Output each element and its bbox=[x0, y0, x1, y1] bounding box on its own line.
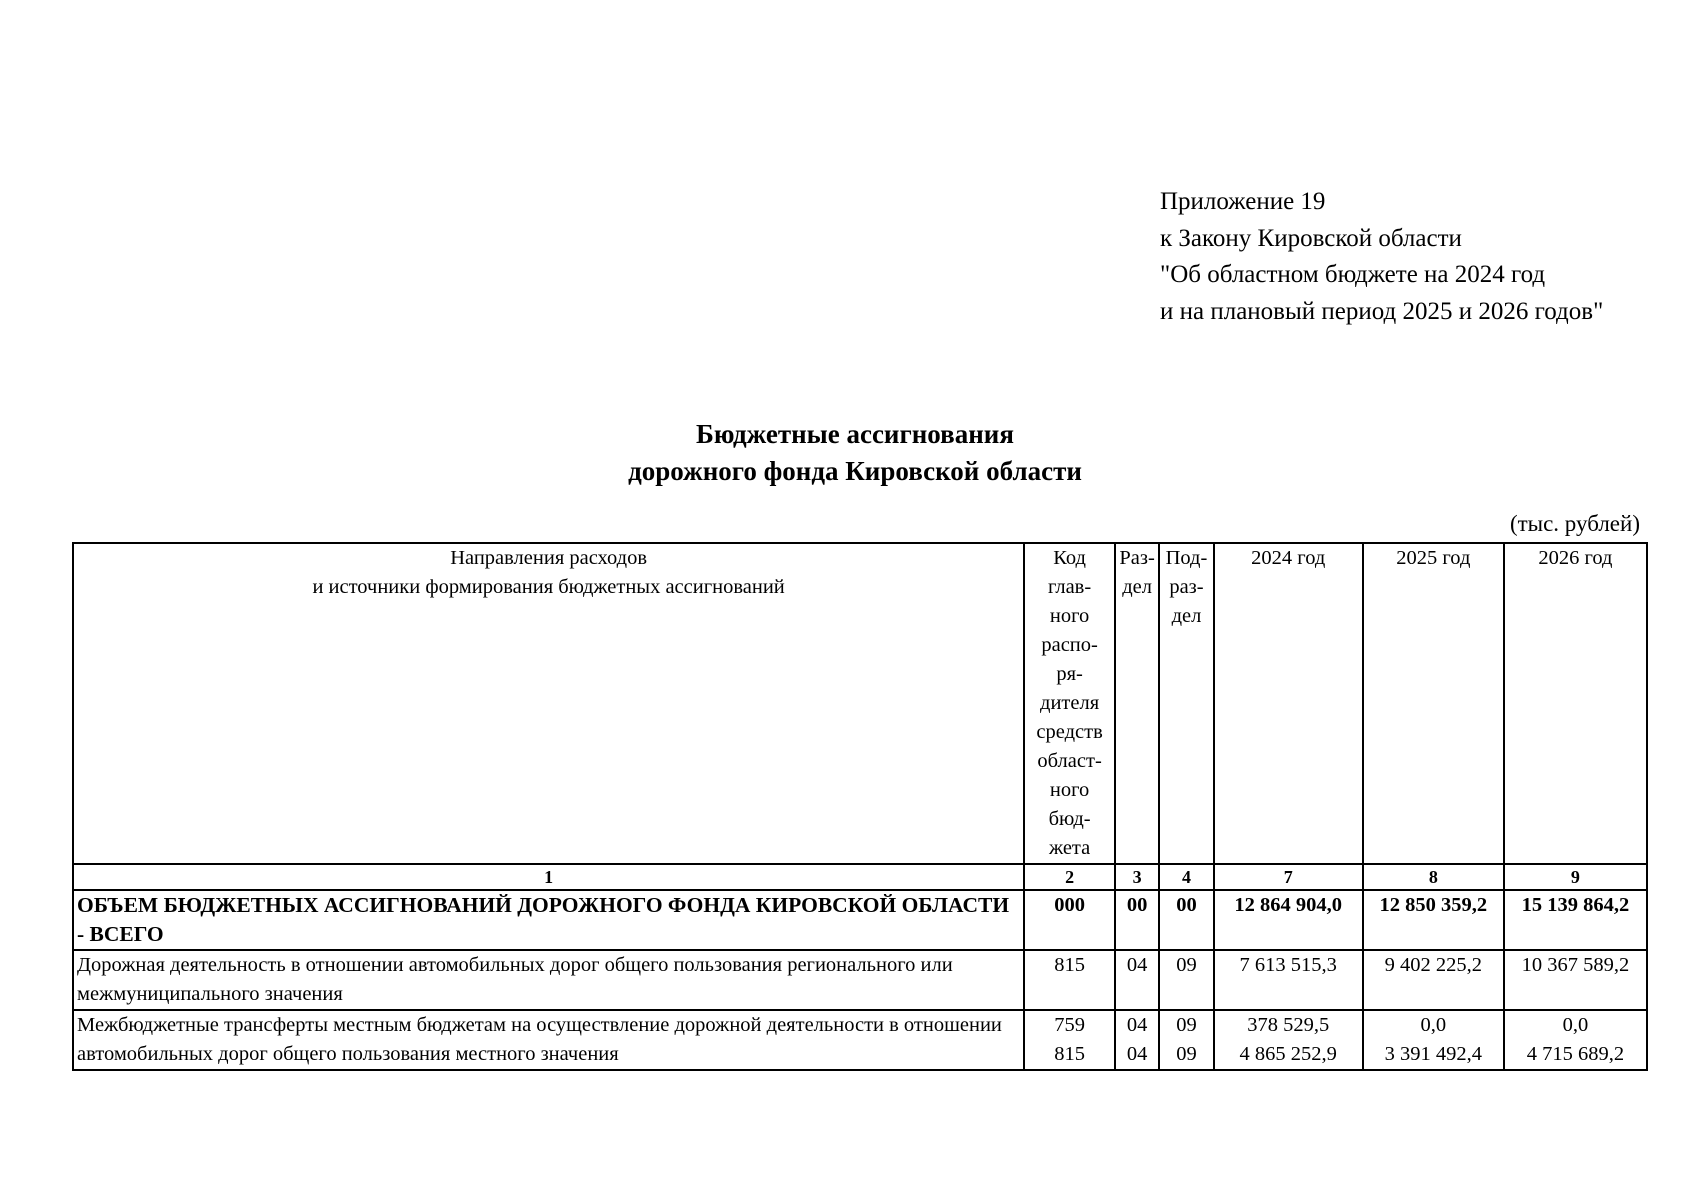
column-number: 1 bbox=[73, 864, 1024, 890]
header-direction bbox=[73, 543, 1024, 864]
row-section-cell bbox=[1115, 1010, 1159, 1070]
header-year-2026: 2026 год bbox=[1504, 543, 1647, 864]
row-amount-2024: 4 865 252,9 bbox=[1239, 1043, 1337, 1065]
header-section bbox=[1115, 543, 1159, 864]
header-code-line: Код bbox=[1053, 547, 1086, 569]
column-number: 4 bbox=[1159, 864, 1213, 890]
row-amount-2026-cell bbox=[1504, 1010, 1647, 1070]
row-code: 815 bbox=[1054, 1043, 1085, 1065]
column-number: 3 bbox=[1115, 864, 1159, 890]
header-section-line: Раз- bbox=[1119, 547, 1155, 569]
appendix-block bbox=[1160, 184, 1603, 330]
header-year-2024: 2024 год bbox=[1214, 543, 1363, 864]
header-code bbox=[1024, 543, 1115, 864]
row-amount-2024: 378 529,5 bbox=[1247, 1014, 1330, 1036]
header-code-line: средств bbox=[1036, 721, 1103, 743]
row-section: 04 bbox=[1115, 950, 1159, 1010]
header-code-line: ного bbox=[1049, 779, 1090, 801]
header-direction-line: и источники формирования бюджетных ассигнований bbox=[312, 576, 785, 598]
row-amount-2026: 4 715 689,2 bbox=[1526, 1043, 1625, 1065]
header-code-line: дителя bbox=[1040, 692, 1100, 714]
row-amount-2025: 9 402 225,2 bbox=[1363, 950, 1504, 1010]
header-code-line: бюд- bbox=[1048, 808, 1091, 830]
appendix-line: "Об областном бюджете на 2024 год bbox=[1160, 261, 1546, 288]
row-subsection: 09 bbox=[1176, 1043, 1197, 1065]
table-row bbox=[73, 950, 1647, 1010]
column-number: 9 bbox=[1504, 864, 1647, 890]
document-title bbox=[0, 416, 1694, 490]
row-code-cell bbox=[1024, 1010, 1115, 1070]
row-subsection: 09 bbox=[1159, 950, 1213, 1010]
header-code-line: ного bbox=[1049, 605, 1090, 627]
row-subsection: 00 bbox=[1159, 890, 1213, 950]
appendix-line: к Закону Кировской области bbox=[1160, 224, 1462, 252]
table-row bbox=[73, 1010, 1647, 1070]
row-subsection: 09 bbox=[1176, 1014, 1197, 1036]
header-subsection bbox=[1159, 543, 1213, 864]
header-subsection-line: раз- bbox=[1169, 576, 1204, 598]
header-section-line: дел bbox=[1122, 576, 1152, 598]
header-code-line: глав- bbox=[1047, 576, 1092, 598]
row-section: 04 bbox=[1126, 1014, 1148, 1036]
row-section: 00 bbox=[1115, 890, 1159, 950]
row-amount-2025: 3 391 492,4 bbox=[1384, 1043, 1483, 1065]
title-line-2: дорожного фонда Кировской области bbox=[628, 456, 1082, 486]
row-amount-2026: 10 367 589,2 bbox=[1504, 950, 1647, 1010]
budget-table bbox=[72, 542, 1648, 1071]
table-header-row bbox=[73, 543, 1647, 864]
row-name: ОБЪЕМ БЮДЖЕТНЫХ АССИГНОВАНИЙ ДОРОЖНОГО ФОНДА КИРОВСКОЙ ОБЛАСТИ - ВСЕГО bbox=[73, 890, 1024, 950]
title-line-1: Бюджетные ассигнования bbox=[696, 419, 1014, 449]
row-amount-2026: 0,0 bbox=[1562, 1014, 1589, 1036]
table-row-total bbox=[73, 890, 1647, 950]
header-code-line: жета bbox=[1048, 837, 1091, 859]
row-amount-2024-cell bbox=[1214, 1010, 1363, 1070]
row-subsection-cell bbox=[1159, 1010, 1213, 1070]
header-direction-line: Направления расходов bbox=[450, 547, 648, 569]
column-number: 8 bbox=[1363, 864, 1504, 890]
row-section: 04 bbox=[1126, 1043, 1148, 1065]
header-code-line: област- bbox=[1037, 750, 1102, 772]
row-code: 000 bbox=[1024, 890, 1115, 950]
row-amount-2024: 7 613 515,3 bbox=[1214, 950, 1363, 1010]
row-name: Дорожная деятельность в отношении автомобильных дорог общего пользования регионального или межмуниципального значения bbox=[73, 950, 1024, 1010]
header-subsection-line: Под- bbox=[1165, 547, 1208, 569]
row-code: 759 bbox=[1054, 1014, 1085, 1036]
header-subsection-line: дел bbox=[1171, 605, 1202, 627]
header-year-2025: 2025 год bbox=[1363, 543, 1504, 864]
row-amount-2025-cell bbox=[1363, 1010, 1504, 1070]
units-label: (тыс. рублей) bbox=[1509, 511, 1640, 536]
row-name: Межбюджетные трансферты местным бюджетам на осуществление дорожной деятельности в отношении автомобильных дорог общего пользования местного значения bbox=[73, 1010, 1024, 1070]
header-code-line: ря- bbox=[1056, 663, 1083, 685]
column-number: 7 bbox=[1214, 864, 1363, 890]
row-amount-2025: 0,0 bbox=[1420, 1014, 1447, 1036]
row-amount-2026: 15 139 864,2 bbox=[1504, 890, 1647, 950]
column-number-row bbox=[73, 864, 1647, 890]
header-code-line: распо- bbox=[1041, 634, 1098, 656]
row-amount-2025: 12 850 359,2 bbox=[1363, 890, 1504, 950]
row-amount-2024: 12 864 904,0 bbox=[1214, 890, 1363, 950]
column-number: 2 bbox=[1024, 864, 1115, 890]
appendix-line: и на плановый период 2025 и 2026 годов" bbox=[1160, 297, 1604, 325]
row-code: 815 bbox=[1024, 950, 1115, 1010]
appendix-line: Приложение 19 bbox=[1160, 188, 1326, 215]
